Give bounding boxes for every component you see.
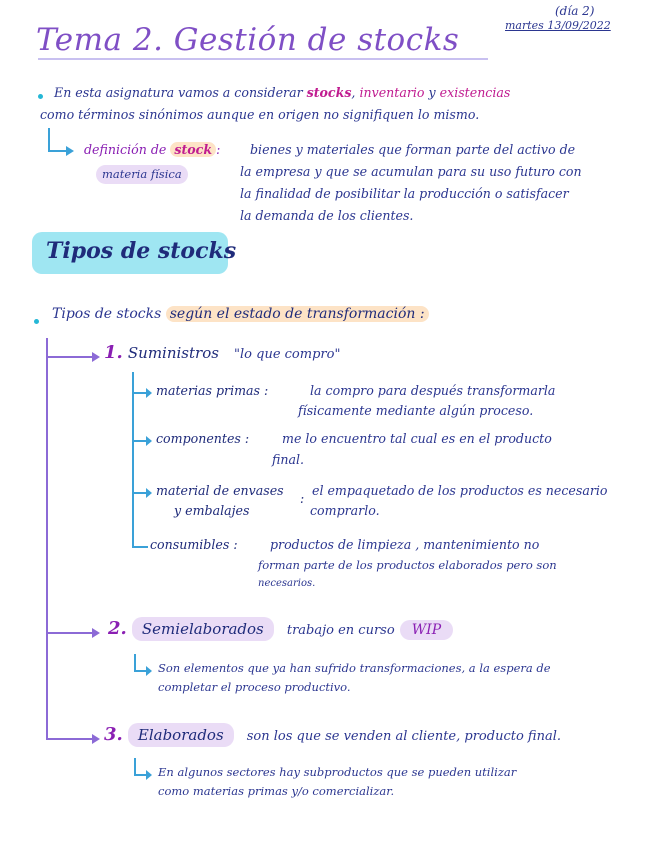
term-stocks: stocks (306, 85, 352, 100)
subtree-line (132, 372, 134, 546)
item-note: trabajo en curso (286, 623, 395, 638)
date-label: martes 13/09/2022 (505, 19, 611, 32)
connector-line (134, 654, 136, 670)
sub-label: consumibles (150, 537, 230, 552)
intro-text: En esta asignatura vamos a considerar (54, 85, 303, 100)
page-title: Tema 2. Gestión de stocks (36, 22, 460, 58)
arrow-icon (146, 770, 152, 780)
arrow-icon (146, 666, 152, 676)
title-underline (38, 58, 488, 60)
term-existencias: existencias (439, 85, 511, 100)
tree-branch (46, 356, 94, 358)
section-title: Tipos de stocks (46, 238, 237, 264)
intro-line-1 (54, 82, 510, 104)
definition-label-text: definición de (84, 142, 167, 157)
types-intro-highlight: según el estado de transformación : (166, 306, 429, 322)
bullet-dot (38, 94, 43, 99)
item-name: Suministros (127, 344, 219, 362)
sub-label-2: y embalajes (174, 503, 250, 518)
connector-line (134, 758, 136, 774)
intro-and: y (428, 85, 436, 100)
definition-line: bienes y materiales que forman parte del activo de (250, 142, 576, 157)
types-intro-text: Tipos de stocks (52, 306, 162, 322)
connector-line (48, 150, 68, 152)
definition-line: la demanda de los clientes. (240, 208, 414, 223)
arrow-icon (146, 388, 152, 398)
sub-label: materias primas (156, 383, 261, 398)
item-name: Elaborados (128, 723, 234, 747)
sub-item-consumibles (150, 534, 238, 556)
sub-desc: físicamente mediante algún proceso. (298, 403, 534, 418)
sub-desc: necesarios. (258, 578, 316, 589)
definition-term: stock (170, 142, 216, 157)
item-note: "lo que compro" (234, 347, 341, 362)
elab-detail: como materias primas y/o comercializar. (158, 784, 395, 798)
semi-detail: Son elementos que ya han sufrido transformaciones, a la espera de (158, 661, 551, 675)
intro-line-2: como términos sinónimos aunque en origen no signifiquen lo mismo. (40, 107, 480, 122)
definition-label (84, 139, 220, 161)
term-inventario: inventario (359, 85, 425, 100)
types-intro (52, 306, 429, 322)
sub-desc: me lo encuentro tal cual es en el producto (282, 431, 552, 446)
sub-item-envases (156, 480, 284, 502)
item-note: son los que se venden al cliente, producto final. (246, 729, 561, 744)
type-item-3 (104, 724, 561, 745)
intro-sep: , (351, 85, 356, 100)
type-item-1 (104, 342, 340, 363)
sub-desc: forman parte de los productos elaborados pero son (258, 558, 557, 572)
sub-item-componentes (156, 428, 249, 450)
arrow-icon (92, 628, 100, 638)
item-number: 3. (104, 724, 123, 745)
arrow-icon (92, 352, 100, 362)
sub-desc: el empaquetado de los productos es necesario (312, 483, 608, 498)
day-label: (día 2) (555, 4, 595, 18)
sub-colon: : (264, 383, 269, 398)
tree-branch (46, 632, 94, 634)
sub-desc: final. (272, 452, 305, 467)
definition-colon: : (216, 142, 221, 157)
subtree-branch (132, 546, 148, 548)
bullet-dot (34, 319, 39, 324)
type-item-2 (108, 618, 453, 639)
item-number: 2. (108, 618, 127, 639)
sub-desc: comprarlo. (310, 503, 380, 518)
definition-line: la empresa y que se acumulan para su uso futuro con (240, 164, 582, 179)
arrow-icon (92, 734, 100, 744)
arrow-icon (66, 146, 74, 156)
connector-line (48, 128, 50, 150)
sub-colon: : (233, 537, 238, 552)
definition-line: la finalidad de posibilitar la producción o satisfacer (240, 186, 569, 201)
sub-desc: la compro para después transformarla (310, 383, 556, 398)
tree-branch (46, 738, 94, 740)
arrow-icon (146, 488, 152, 498)
tree-line (46, 338, 48, 738)
wip-badge: WIP (400, 620, 453, 640)
arrow-icon (146, 436, 152, 446)
sub-desc: productos de limpieza , mantenimiento no (270, 537, 540, 552)
item-number: 1. (104, 342, 123, 363)
semi-detail: completar el proceso productivo. (158, 680, 351, 694)
sub-label: componentes (156, 431, 241, 446)
item-name: Semielaborados (132, 617, 274, 641)
sub-item-materias-primas (156, 380, 268, 402)
definition-tag: materia física (96, 165, 188, 184)
sub-label: material de envases (156, 483, 284, 498)
elab-detail: En algunos sectores hay subproductos que se pueden utilizar (158, 765, 517, 779)
sub-colon: : (244, 431, 250, 446)
sub-colon: : (300, 491, 305, 506)
